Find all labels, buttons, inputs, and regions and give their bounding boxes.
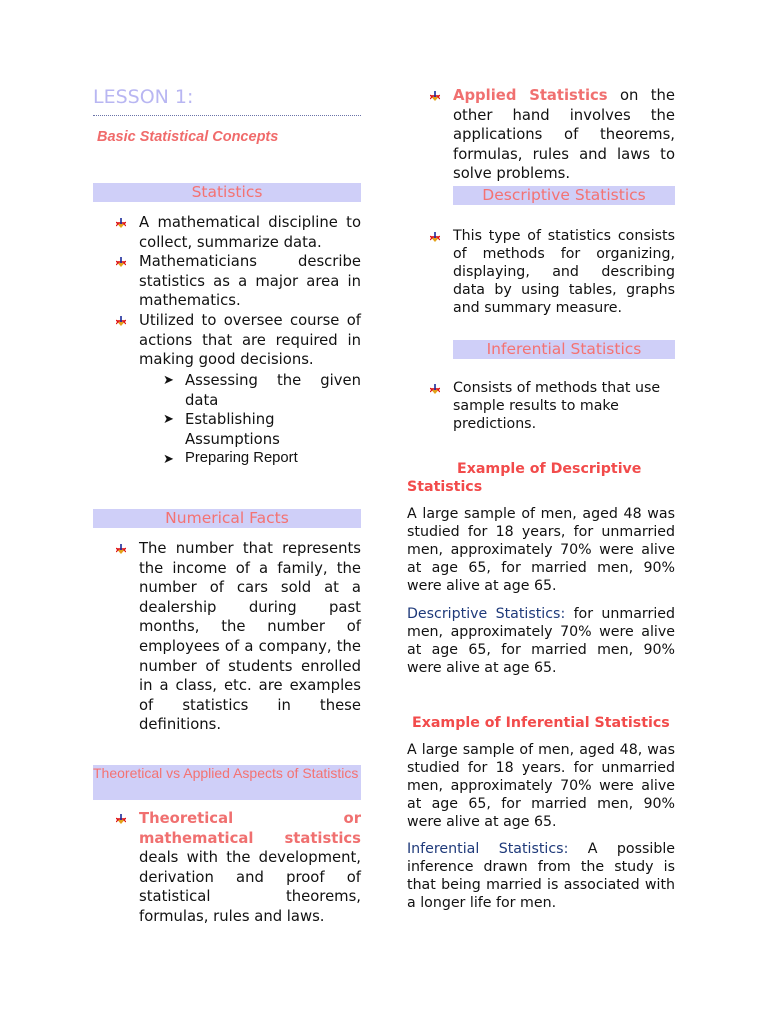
numerical-facts-heading: Numerical Facts	[93, 509, 361, 528]
lesson-title: LESSON 1:	[93, 86, 194, 108]
arrow-bullet-icon	[430, 232, 440, 243]
descriptive-label: Descriptive Statistics:	[407, 606, 566, 622]
inferential-label: Inferential Statistics:	[407, 841, 569, 857]
arrow-bullet-icon	[116, 544, 126, 555]
list-item: Applied Statistics on the other hand involves the applications of theorems, formulas, rules and laws to solve problems.	[407, 86, 675, 184]
example-inferential-text: A large sample of men, aged 48, was studied for 18 years. for unmarried men, approximately 70% were alive at age 65, for married men, 90% were alive at age 65.	[407, 742, 675, 830]
example-descriptive-title: Example of Descriptive Statistics	[407, 461, 642, 495]
aspects-list	[93, 809, 361, 927]
aspects-heading: Theoretical vs Applied Aspects of Statistics	[93, 765, 361, 800]
sub-list-item: ➤ Assessing the given data	[163, 372, 361, 409]
example-descriptive-text: A large sample of men, aged 48 was studied for 18 years, for unmarried men, approximately 70% were alive at age 65, for married men, 90% were alive at age 65.	[407, 506, 675, 594]
statistics-list	[93, 213, 361, 370]
theoretical-term: Theoretical or mathematical statistics	[139, 810, 361, 847]
arrow-bullet-icon	[430, 91, 440, 102]
arrow-bullet-icon	[116, 257, 126, 268]
applied-list	[407, 86, 675, 184]
inferential-list	[407, 379, 675, 433]
example-inferential-title: Example of Inferential Statistics	[412, 715, 670, 731]
arrow-bullet-icon	[116, 218, 126, 229]
arrowhead-icon: ➤	[163, 373, 174, 388]
statistics-heading: Statistics	[93, 183, 361, 202]
list-item: Mathematicians describe statistics as a major area in mathematics.	[93, 252, 361, 311]
lesson-subtitle: Basic Statistical Concepts	[97, 129, 279, 145]
list-item: A mathematical discipline to collect, summarize data.	[93, 213, 361, 252]
sub-list-item: ➤ Establishing Assumptions	[163, 411, 280, 448]
arrow-bullet-icon	[116, 316, 126, 327]
list-item: Utilized to oversee course of actions that are required in making good decisions.	[93, 311, 361, 370]
list-item: The number that represents the income of a family, the number of cars sold at a dealership during past months, the number of employees of a company, the number of students enrolled in a class, etc. are examples of statistics in these definitions.	[93, 539, 361, 735]
list-item: This type of statistics consists of methods for organizing, displaying, and describing data by using tables, graphs and summary measure.	[407, 227, 675, 317]
arrow-bullet-icon	[430, 384, 440, 395]
list-item: Theoretical or mathematical statistics deals with the development, derivation and proof of statistical theorems, formulas, rules and laws.	[93, 809, 361, 927]
example-descriptive-conclusion: Descriptive Statistics: for unmarried men, approximately 70% were alive at age 65, for married men, 90% were alive at age 65.	[407, 606, 675, 676]
arrow-bullet-icon	[116, 814, 126, 825]
inferential-heading: Inferential Statistics	[453, 340, 675, 359]
descriptive-list	[407, 227, 675, 317]
arrowhead-icon: ➤	[163, 451, 174, 467]
sub-list-item: ➤ Preparing Report	[139, 449, 361, 469]
list-item: Consists of methods that use sample results to make predictions.	[407, 379, 675, 433]
statistics-sublist	[139, 371, 361, 469]
example-inferential-conclusion: Inferential Statistics: A possible inference drawn from the study is that being married is associated with a longer life for men.	[407, 841, 675, 911]
arrowhead-icon: ➤	[163, 412, 174, 428]
numerical-facts-list	[93, 539, 361, 735]
lesson-divider	[93, 115, 361, 116]
applied-term: Applied Statistics	[453, 87, 608, 104]
descriptive-heading: Descriptive Statistics	[453, 186, 675, 205]
